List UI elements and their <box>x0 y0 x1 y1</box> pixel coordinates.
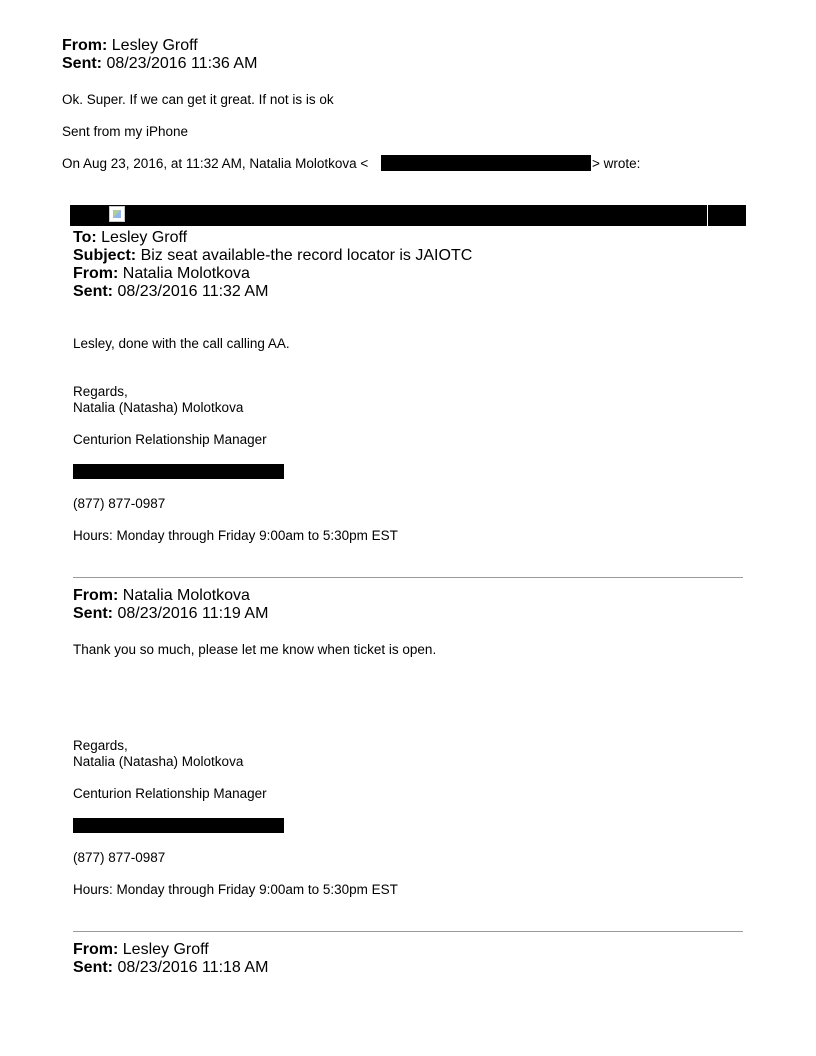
q3-sent-line <box>73 959 268 977</box>
q2-sender-name: Natalia (Natasha) Molotkova <box>73 754 244 769</box>
top-message-body: Ok. Super. If we can get it great. If not is is ok <box>62 92 334 107</box>
q1-sender-title: Centurion Relationship Manager <box>73 432 267 447</box>
top-message-signature: Sent from my iPhone <box>62 124 189 139</box>
q2-body: Thank you so much, please let me know when ticket is open. <box>73 642 437 657</box>
q1-subject-line <box>73 247 472 265</box>
q1-regards: Regards, <box>73 384 128 399</box>
q2-from-value: Natalia Molotkova <box>122 587 250 604</box>
q2-sent-line <box>73 605 268 623</box>
broken-image-icon <box>109 206 125 222</box>
redacted-contact-info <box>73 818 284 833</box>
from-label: From: <box>73 587 119 604</box>
q1-to-value: Lesley Groff <box>101 229 188 246</box>
top-sent-value: 08/23/2016 11:36 AM <box>106 55 258 72</box>
wrote-line-prefix: On Aug 23, 2016, at 11:32 AM, Natalia Molotkova < <box>62 156 369 171</box>
q1-hours: Hours: Monday through Friday 9:00am to 5:30pm EST <box>73 528 398 543</box>
q1-phone: (877) 877-0987 <box>73 496 166 511</box>
q2-sent-value: 08/23/2016 11:19 AM <box>117 605 269 622</box>
q1-sent-value: 08/23/2016 11:32 AM <box>117 283 269 300</box>
redacted-contact-info <box>73 464 284 479</box>
q1-sender-name: Natalia (Natasha) Molotkova <box>73 400 244 415</box>
sent-label: Sent: <box>62 55 102 72</box>
top-from-line <box>62 37 198 55</box>
q3-from-value: Lesley Groff <box>122 941 209 958</box>
message-divider <box>73 931 743 932</box>
q1-sent-line <box>73 283 268 301</box>
sent-label: Sent: <box>73 605 113 622</box>
top-sent-line <box>62 55 257 73</box>
q3-sent-value: 08/23/2016 11:18 AM <box>117 959 269 976</box>
from-label: From: <box>73 265 119 282</box>
q2-hours: Hours: Monday through Friday 9:00am to 5:30pm EST <box>73 882 398 897</box>
from-label: From: <box>73 941 119 958</box>
q1-to-line <box>73 229 187 247</box>
sent-label: Sent: <box>73 959 113 976</box>
wrote-line-suffix: > wrote: <box>592 156 641 171</box>
from-label: From: <box>62 37 108 54</box>
q2-regards: Regards, <box>73 738 128 753</box>
q3-from-line <box>73 941 209 959</box>
redacted-email-address <box>381 155 591 171</box>
q2-from-line <box>73 587 250 605</box>
q1-subject-value: Biz seat available-the record locator is JAIOTC <box>140 247 473 264</box>
sent-label: Sent: <box>73 283 113 300</box>
top-from-value: Lesley Groff <box>111 37 198 54</box>
message-divider <box>73 577 743 578</box>
q1-from-line <box>73 265 250 283</box>
to-label: To: <box>73 229 97 246</box>
subject-label: Subject: <box>73 247 137 264</box>
q1-from-value: Natalia Molotkova <box>122 265 250 282</box>
redacted-header-banner <box>70 205 746 226</box>
q2-phone: (877) 877-0987 <box>73 850 166 865</box>
q2-sender-title: Centurion Relationship Manager <box>73 786 267 801</box>
q1-body: Lesley, done with the call calling AA. <box>73 336 290 351</box>
banner-divider <box>707 205 708 226</box>
